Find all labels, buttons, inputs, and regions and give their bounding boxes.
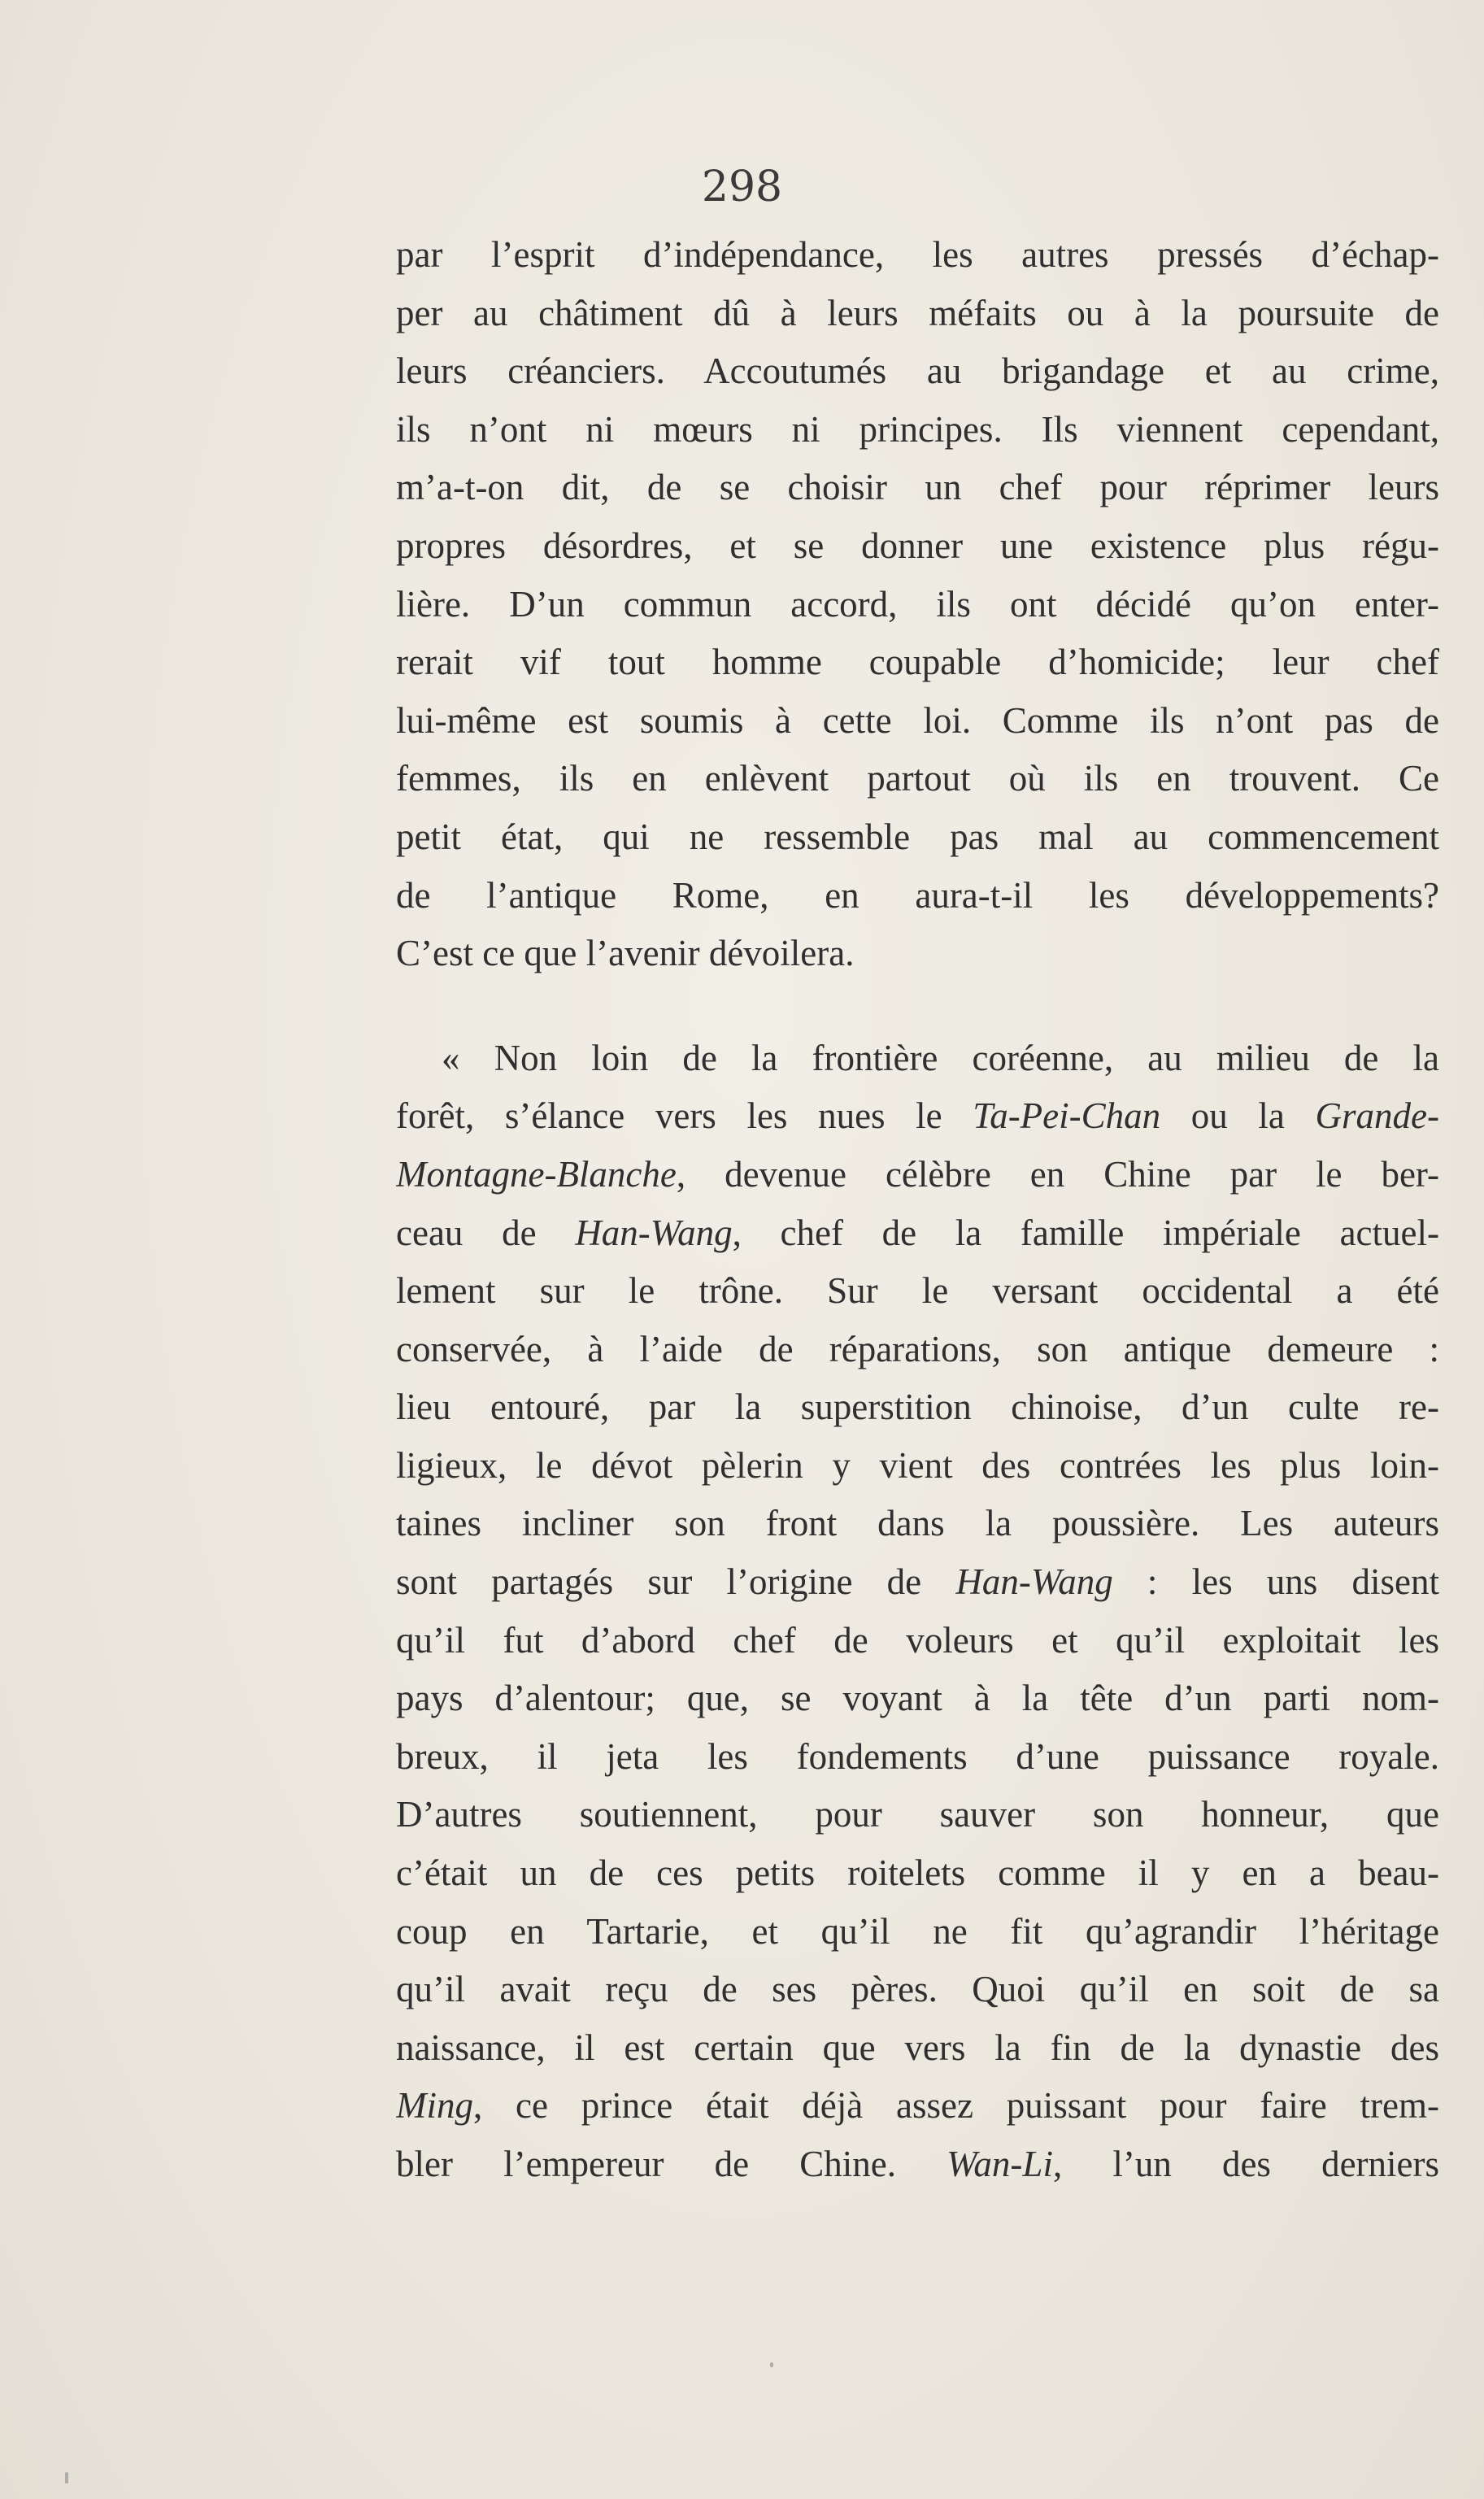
text-line: taines incliner son front dans la poussière. Les auteurs <box>396 1503 1439 1544</box>
text-line: lement sur le trône. Sur le versant occidental a été <box>396 1270 1439 1312</box>
paper-speck <box>770 2362 773 2367</box>
italic-term: Montagne-Blanche <box>396 1153 677 1195</box>
text-line: ligieux, le dévot pèlerin y vient des contrées les plus loin- <box>396 1444 1439 1486</box>
page-number: 298 <box>701 163 783 211</box>
text-line: forêt, s’élance vers les nues le Ta-Pei-Chan ou la Grande- <box>396 1095 1439 1137</box>
italic-term: Han-Wang <box>575 1212 733 1253</box>
body-text <box>396 226 1439 2194</box>
text-line: leurs créanciers. Accoutumés au brigandage et au crime, <box>396 350 1439 392</box>
text-line: « Non loin de la frontière coréenne, au milieu de la <box>442 1037 1439 1078</box>
paragraph-2 <box>396 1030 1439 2194</box>
text-line: Montagne-Blanche, devenue célèbre en Chine par le ber- <box>396 1153 1439 1195</box>
text-line: de l’antique Rome, en aura-t-il les développements? <box>396 874 1439 916</box>
text-line: c’était un de ces petits roitelets comme il y en a beau- <box>396 1852 1439 1894</box>
text-line: conservée, à l’aide de réparations, son antique demeure : <box>396 1328 1439 1369</box>
text-line: lière. D’un commun accord, ils ont décidé qu’on enter- <box>396 583 1439 625</box>
paragraph-1 <box>396 226 1439 983</box>
text-line: pays d’alentour; que, se voyant à la tête d’un parti nom- <box>396 1678 1439 1719</box>
text-line: propres désordres, et se donner une existence plus régu- <box>396 525 1439 566</box>
text-line: rerait vif tout homme coupable d’homicide; leur chef <box>396 642 1439 683</box>
paragraph-gap <box>396 983 1439 1030</box>
text-line: par l’esprit d’indépendance, les autres pressés d’échap- <box>396 234 1439 275</box>
italic-term: Ta-Pei-Chan <box>973 1095 1161 1137</box>
text-line: bler l’empereur de Chine. Wan-Li, l’un des derniers <box>396 2144 1439 2184</box>
text-line: per au châtiment dû à leurs méfaits ou à la poursuite de <box>396 292 1439 333</box>
text-line: C’est ce que l’avenir dévoilera. <box>396 933 855 974</box>
text-line: petit état, qui ne ressemble pas mal au commencement <box>396 816 1439 857</box>
italic-term: Ming <box>396 2085 473 2127</box>
italic-term: Wan-Li <box>947 2144 1053 2184</box>
text-line: naissance, il est certain que vers la fin de la dynastie des <box>396 2027 1439 2068</box>
text-line: qu’il avait reçu de ses pères. Quoi qu’il en soit de sa <box>396 1969 1439 2010</box>
text-line: femmes, ils en enlèvent partout où ils en trouvent. Ce <box>396 758 1439 799</box>
italic-term: Han-Wang <box>955 1561 1113 1603</box>
text-line: sont partagés sur l’origine de Han-Wang : les uns disent <box>396 1561 1439 1603</box>
text-line: qu’il fut d’abord chef de voleurs et qu’il exploitait les <box>396 1619 1439 1661</box>
text-line: lui-même est soumis à cette loi. Comme ils n’ont pas de <box>396 699 1439 741</box>
text-line: breux, il jeta les fondements d’une puissance royale. <box>396 1735 1439 1777</box>
text-line: coup en Tartarie, et qu’il ne fit qu’agrandir l’héritage <box>396 1910 1439 1952</box>
text-line: m’a-t-on dit, de se choisir un chef pour réprimer leurs <box>396 467 1439 508</box>
text-line: D’autres soutiennent, pour sauver son honneur, que <box>396 1794 1439 1835</box>
italic-term: Grande- <box>1315 1095 1439 1137</box>
text-line: Ming, ce prince était déjà assez puissant pour faire trem- <box>396 2085 1439 2127</box>
text-line: lieu entouré, par la superstition chinoise, d’un culte re- <box>396 1387 1439 1428</box>
text-line: ils n’ont ni mœurs ni principes. Ils viennent cependant, <box>396 408 1439 450</box>
paper-speck <box>65 2472 68 2484</box>
text-line: ceau de Han-Wang, chef de la famille impériale actuel- <box>396 1212 1439 1253</box>
